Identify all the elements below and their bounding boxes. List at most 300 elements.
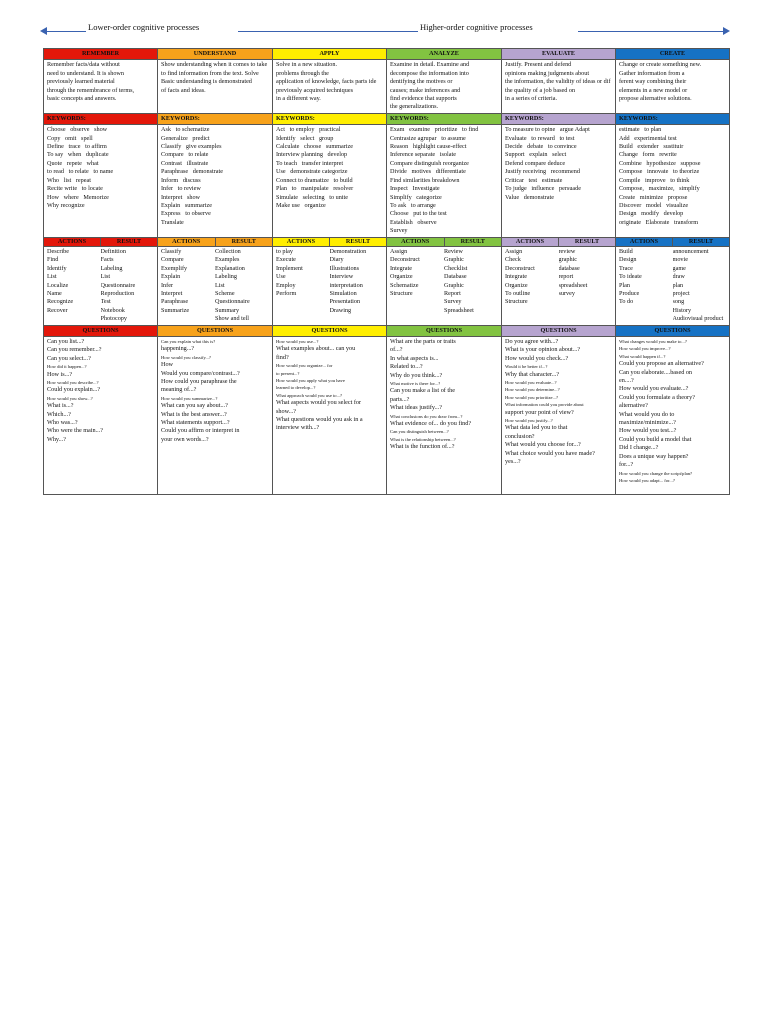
action-item: Schematize: [390, 281, 419, 289]
action-item: Implement: [276, 264, 303, 272]
question-item: Why do you think...?: [390, 371, 443, 379]
actions-list: [161, 248, 215, 324]
result-item: Survey: [444, 298, 462, 306]
arrow-line-left: [46, 31, 86, 32]
result-item: report: [558, 273, 574, 281]
result-label: RESULT: [672, 238, 729, 246]
keyword-line: Contrast illustrate: [161, 159, 209, 167]
keyword-line: Defend compare deduce: [505, 159, 566, 167]
question-item: maximize/minimize...?: [619, 419, 676, 427]
question-item: What would you choose for...?: [505, 441, 581, 449]
keyword-line: To say when duplicate: [47, 151, 109, 159]
result-label: RESULT: [444, 238, 502, 246]
action-item: Exemplify: [161, 264, 188, 272]
actions-label: ACTIONS: [401, 237, 430, 245]
result-item: List: [100, 273, 111, 281]
actions-result-analyze: [387, 246, 502, 325]
question-item: Could you propose an alternative?: [619, 360, 704, 368]
action-item: Classify: [161, 247, 182, 255]
keywords-analyze: [387, 125, 502, 237]
result-item: History: [672, 306, 692, 314]
result-item: Questionnaire: [100, 281, 136, 289]
action-item: Assign: [390, 247, 408, 255]
keyword-line: Criticar test estimate: [505, 176, 563, 184]
keywords-label: KEYWORDS:: [387, 113, 502, 124]
keyword-line: Interpret show: [161, 193, 201, 201]
cognitive-process-arrows: [40, 22, 730, 42]
keyword-line: To judge influence persuade: [505, 185, 582, 193]
question-item: How would you summarize...?: [161, 395, 218, 401]
definition-line: the information, the validity of ideas or dif: [505, 78, 611, 86]
questions-evaluate: [502, 337, 616, 495]
question-item: How would you determine...?: [505, 387, 560, 393]
keyword-line: Choose put to the test: [390, 210, 447, 218]
keyword-line: To measure to opine argue Adapt: [505, 126, 590, 134]
keywords-label: KEYWORDS:: [502, 113, 616, 124]
action-item: Structure: [390, 289, 413, 297]
result-item: Questionnaire: [215, 298, 250, 306]
question-item: What choice would you have made?: [505, 449, 595, 457]
higher-order-label: Higher-order cognitive processes: [420, 22, 533, 32]
question-item: What questions would you ask in a: [276, 416, 363, 424]
lower-order-label: Lower-order cognitive processes: [88, 22, 200, 32]
keyword-line: Express to observe: [161, 210, 211, 218]
result-label: RESULT: [558, 238, 615, 246]
question-item: What statements support...?: [161, 419, 230, 427]
definition-line: need to understand. It is shown: [47, 69, 124, 77]
keyword-line: Establish observe: [390, 218, 437, 226]
definition-line: Change or create something new.: [619, 61, 702, 69]
definition-apply: [273, 60, 387, 113]
keyword-line: Reason highlight cause-effect: [390, 143, 467, 151]
keywords-row: [44, 125, 730, 237]
actions-result-apply: [273, 246, 387, 325]
definition-line: the generalizations.: [390, 103, 439, 111]
definition-line: previously acquired techniques: [276, 86, 353, 94]
keyword-line: Paraphrase demonstrate: [161, 168, 224, 176]
results-list: [101, 248, 155, 324]
question-item: What ideas justify...?: [390, 404, 443, 412]
header-understand: UNDERSTAND: [158, 49, 273, 60]
result-item: Show and tell: [215, 315, 250, 323]
question-item: for...?: [619, 461, 634, 469]
actions-label: ACTIONS: [172, 237, 201, 245]
keywords-label-row: [44, 113, 730, 124]
action-item: Execute: [276, 256, 296, 264]
question-item: Can you remember...?: [47, 346, 102, 354]
questions-label: QUESTIONS: [616, 325, 730, 336]
arrow-right-icon: [723, 27, 730, 35]
result-item: Simulation: [329, 289, 357, 297]
question-item: How would you adapt... for...?: [619, 477, 675, 483]
question-item: en....?: [619, 377, 634, 385]
action-item: Deconstruct: [390, 256, 420, 264]
question-item: interview with...?: [276, 424, 320, 432]
definition-line: Show understanding when it comes to take: [161, 61, 268, 69]
result-item: Checklist: [444, 264, 468, 272]
blooms-taxonomy-table: [43, 48, 730, 495]
result-item: Notebook: [100, 306, 125, 314]
question-item: What aspects would you select for: [276, 399, 362, 407]
action-item: Interpret: [161, 289, 183, 297]
action-item: Describe: [47, 247, 69, 255]
question-item: yes...?: [505, 458, 521, 466]
definition-analyze: [387, 60, 502, 113]
question-item: Who were the main...?: [47, 427, 104, 435]
question-item: Could you build a model that: [619, 435, 692, 443]
definition-create: [616, 60, 730, 113]
keyword-line: Compare to relate: [161, 151, 209, 159]
action-item: Organize: [390, 273, 413, 281]
keyword-line: Support explain select: [505, 151, 567, 159]
question-item: What would happen if...?: [619, 353, 666, 359]
keyword-line: Compose, maximize, simplify: [619, 185, 700, 193]
result-item: database: [558, 264, 580, 272]
question-item: happening...?: [161, 345, 195, 353]
actions-result-header-create: [616, 237, 730, 246]
actions-result-header-apply: [273, 237, 387, 246]
actions-result-create: [616, 246, 730, 325]
question-item: How would you test...?: [619, 427, 677, 435]
definition-line: Gather information from a: [619, 69, 685, 77]
keyword-line: Copy omit spell: [47, 134, 93, 142]
definition-understand: [158, 60, 273, 113]
results-list: [215, 248, 269, 324]
actions-result-header-evaluate: [502, 237, 616, 246]
question-item: Who was...?: [47, 419, 78, 427]
keywords-apply: [273, 125, 387, 237]
actions-label: ACTIONS: [286, 237, 316, 245]
definition-line: Examine in detail. Examine and: [390, 61, 470, 69]
keywords-create: [616, 125, 730, 237]
keyword-line: Why recognize: [47, 201, 85, 209]
actions-result-row: [44, 246, 730, 325]
keyword-line: Compile improve to think: [619, 176, 690, 184]
question-item: How: [161, 361, 174, 369]
question-item: What conclusions do you draw from...?: [390, 413, 463, 419]
action-item: Identify: [47, 264, 67, 272]
keyword-line: Compare distinguish reorganize: [390, 159, 469, 167]
arrow-line-right: [578, 31, 724, 32]
question-item: learned to develop...?: [276, 385, 316, 391]
result-item: spreadsheet: [558, 281, 588, 289]
question-item: What is your opinion about...?: [505, 346, 581, 354]
definition-line: to find information from the text. Solve: [161, 69, 259, 77]
result-item: Examples: [215, 256, 240, 264]
keyword-line: Simulate selecting to unite: [276, 193, 349, 201]
definition-line: the quality of a job based on: [505, 86, 576, 94]
result-item: Audiovisual product: [672, 315, 724, 323]
definition-line: through the remembrance of terms,: [47, 86, 135, 94]
keyword-line: To ask to arrange: [390, 201, 436, 209]
question-item: How would you evaluate...?: [505, 380, 557, 386]
result-item: Illustrations: [329, 264, 360, 272]
keyword-line: Design modify develop: [619, 210, 684, 218]
definition-line: previously learned material: [47, 78, 115, 86]
definition-line: find evidence that supports: [390, 95, 457, 103]
action-item: Perform: [276, 289, 297, 297]
actions-result-header-understand: [158, 237, 273, 246]
result-item: Labeling: [215, 273, 237, 281]
result-item: Drawing: [329, 306, 352, 314]
keyword-line: Inspect Investigate: [390, 185, 440, 193]
action-item: Summarize: [161, 306, 190, 314]
result-item: Demonstration: [329, 247, 367, 255]
keyword-line: Justify receiving recommend: [505, 168, 580, 176]
definition-line: in a different way.: [276, 95, 321, 103]
keyword-line: Evaluate to reward to test: [505, 134, 575, 142]
result-item: Labeling: [100, 264, 123, 272]
keyword-line: Act to employ practical: [276, 126, 341, 134]
action-item: Produce: [619, 289, 640, 297]
actions-result-evaluate: [502, 246, 616, 325]
action-item: List: [47, 273, 57, 281]
question-item: Related to...?: [390, 363, 423, 371]
definition-line: propose alternative solutions.: [619, 95, 692, 103]
question-item: What is the relationship between...?: [390, 436, 456, 442]
question-item: How would you change the script/plan?: [619, 470, 693, 476]
question-item: How did it happen...?: [47, 364, 87, 370]
question-item: How would you prioritize...?: [505, 394, 559, 400]
question-item: Does a unique way happen?: [619, 452, 689, 460]
actions-result-header-analyze: [387, 237, 502, 246]
question-item: How would you evaluate...?: [619, 385, 689, 393]
result-item: Database: [444, 273, 467, 281]
question-item: Would it be better if...?: [505, 364, 548, 370]
action-item: Build: [619, 247, 633, 255]
result-item: Review: [444, 247, 463, 255]
keyword-line: Connect to dramatize to build: [276, 176, 353, 184]
action-item: Explain: [161, 273, 181, 281]
result-item: Summary: [215, 306, 240, 314]
result-item: Test: [100, 298, 111, 306]
action-item: Use: [276, 273, 286, 281]
definition-line: problems through the: [276, 69, 329, 77]
keyword-line: Combine hypothesize suppose: [619, 159, 701, 167]
result-item: Scheme: [215, 289, 235, 297]
question-item: What approach would you use to...?: [276, 392, 343, 398]
result-item: project: [672, 289, 690, 297]
keyword-line: Survey: [390, 227, 408, 235]
actions-label: ACTIONS: [57, 237, 87, 245]
header-analyze: ANALYZE: [387, 49, 502, 60]
keyword-line: Identify select group: [276, 134, 334, 142]
question-item: support your point of view?: [505, 408, 574, 416]
keywords-label: KEYWORDS:: [273, 113, 387, 124]
question-item: What is the function of...?: [390, 443, 455, 451]
actions-result-header-row: [44, 237, 730, 246]
action-item: Name: [47, 289, 62, 297]
question-item: How could you paraphrase the: [161, 378, 237, 386]
question-item: to present...?: [276, 370, 300, 376]
keyword-line: Translate: [161, 218, 184, 226]
question-item: What evidence of... do you find?: [390, 420, 472, 428]
keywords-label: KEYWORDS:: [616, 113, 730, 124]
question-item: meaning of...?: [161, 386, 197, 394]
result-item: Explanation: [215, 264, 245, 272]
question-item: Which...?: [47, 410, 71, 418]
question-item: What is the best answer...?: [161, 410, 227, 418]
header-create: CREATE: [616, 49, 730, 60]
keyword-line: Explain summarize: [161, 201, 213, 209]
action-item: Find: [47, 256, 59, 264]
result-item: Reproduction: [100, 289, 135, 297]
question-item: What can you say about...?: [161, 402, 228, 410]
result-item: Spreadsheet: [444, 306, 474, 314]
result-item: Interview: [329, 273, 354, 281]
question-item: What is...?: [47, 402, 74, 410]
keyword-line: Inform discuss: [161, 176, 201, 184]
keyword-line: originate Elaborate transform: [619, 218, 699, 226]
keywords-understand: [158, 125, 273, 237]
header-row: [44, 49, 730, 60]
question-item: What examples about... can you: [276, 345, 356, 353]
keyword-line: Add experimental test: [619, 134, 677, 142]
result-item: draw: [672, 273, 685, 281]
keyword-line: Build extender sustituir: [619, 143, 684, 151]
actions-list: [276, 248, 330, 315]
keyword-line: Generalize predict: [161, 134, 210, 142]
keywords-label: KEYWORDS:: [158, 113, 273, 124]
result-item: Report: [444, 289, 461, 297]
action-item: to play: [276, 247, 294, 255]
question-item: Why that character...?: [505, 370, 560, 378]
question-item: Could you affirm or interpret in: [161, 427, 240, 435]
action-item: Structure: [505, 298, 528, 306]
keyword-line: To teach transfer interpret: [276, 159, 344, 167]
question-item: Can you select...?: [47, 354, 91, 362]
question-item: What changes would you make to...?: [619, 339, 687, 344]
result-item: Collection: [215, 247, 241, 255]
definition-line: causes; make inferences and: [390, 86, 461, 94]
result-item: Graphic: [444, 256, 464, 264]
keyword-line: Create minimize propose: [619, 193, 688, 201]
action-item: Assign: [505, 247, 523, 255]
result-item: Photocopy: [100, 315, 127, 323]
definition-line: Justify. Present and defend: [505, 61, 572, 69]
keyword-line: Plan to manipulate resolver: [276, 185, 354, 193]
keywords-evaluate: [502, 125, 616, 237]
action-item: To ideate: [619, 273, 642, 281]
question-item: What would you do to: [619, 410, 675, 418]
result-item: announcement: [672, 247, 709, 255]
actions-result-understand: [158, 246, 273, 325]
definition-line: Solve in a new situation.: [276, 61, 338, 69]
question-item: parts...?: [390, 395, 410, 403]
question-item: of...?: [390, 346, 403, 354]
keyword-line: Classify give examples: [161, 143, 222, 151]
result-item: interpretation: [329, 281, 363, 289]
question-item: find?: [276, 353, 289, 361]
definition-line: ferent way combining their: [619, 78, 687, 86]
action-item: Trace: [619, 264, 633, 272]
question-item: Could you explain...?: [47, 386, 101, 394]
result-item: plan: [672, 281, 684, 289]
keywords-label: KEYWORDS:: [44, 113, 158, 124]
actions-label: ACTIONS: [515, 237, 545, 245]
keyword-line: Who list repeat: [47, 176, 91, 184]
question-item: What data led you to that: [505, 424, 568, 432]
questions-label: QUESTIONS: [44, 325, 158, 336]
action-item: Infer: [161, 281, 174, 289]
result-item: Diary: [329, 256, 344, 264]
keyword-line: Interview planning develop: [276, 151, 348, 159]
result-item: Definition: [100, 247, 126, 255]
result-item: game: [672, 264, 686, 272]
definition-remember: [44, 60, 158, 113]
question-item: What are the parts or traits: [390, 338, 456, 345]
question-item: Did I change...?: [619, 444, 659, 452]
result-item: review: [558, 247, 576, 255]
action-item: To do: [619, 298, 634, 306]
definition-row: [44, 60, 730, 113]
question-item: How would you use...?: [276, 339, 319, 344]
header-evaluate: EVALUATE: [502, 49, 616, 60]
actions-result-remember: [44, 246, 158, 325]
result-item: song: [672, 298, 685, 306]
keyword-line: Simplify categorize: [390, 193, 442, 201]
keyword-line: estimate to plan: [619, 126, 662, 134]
keyword-line: Define trace to affirm: [47, 143, 107, 151]
keyword-line: Calculate choose summarize: [276, 143, 353, 151]
questions-label: QUESTIONS: [502, 325, 616, 336]
keyword-line: Recite write to locate: [47, 185, 103, 193]
header-apply: APPLY: [273, 49, 387, 60]
keyword-line: Exam examine prioritize to find: [390, 126, 479, 134]
question-item: your own words...?: [161, 435, 209, 443]
questions-apply: [273, 337, 387, 495]
result-label: RESULT: [100, 238, 157, 246]
keyword-line: Infer to review: [161, 185, 201, 193]
question-item: Can you explain what this is?: [161, 339, 216, 344]
definition-line: basic concepts and answers.: [47, 95, 117, 103]
keyword-line: Change form rewrite: [619, 151, 677, 159]
question-item: Could you formulate a theory?: [619, 393, 695, 401]
keyword-line: Quote repete what: [47, 159, 99, 167]
question-item: How would you organize... for: [276, 363, 333, 369]
results-list: [444, 248, 498, 315]
question-item: How would you describe...?: [47, 380, 99, 386]
keyword-line: to read to relate to name: [47, 168, 114, 176]
keyword-line: Compose innovate to theorize: [619, 168, 700, 176]
keywords-remember: [44, 125, 158, 237]
definition-line: of facts and ideas.: [161, 86, 206, 94]
keyword-line: Discover model visualize: [619, 201, 689, 209]
actions-result-header-remember: [44, 237, 158, 246]
action-item: Employ: [276, 281, 296, 289]
question-item: In what aspects is...: [390, 354, 439, 362]
question-item: Can you distinguish between...?: [390, 429, 449, 435]
header-remember: REMEMBER: [44, 49, 158, 60]
definition-line: Remember facts/data without: [47, 61, 120, 69]
result-label: RESULT: [215, 238, 273, 246]
definition-line: application of knowledge, facts parts ide: [276, 78, 377, 86]
question-item: Would you compare/contrast...?: [161, 369, 240, 377]
question-item: How is...?: [47, 370, 73, 378]
question-item: Do you agree with...?: [505, 338, 559, 345]
action-item: Design: [619, 256, 637, 264]
definition-line: dentifying the motives or: [390, 78, 453, 86]
question-item: How would you classify...?: [161, 354, 211, 360]
results-list: [330, 248, 384, 315]
result-item: Facts: [100, 256, 114, 264]
arrow-line-middle: [238, 31, 418, 32]
question-item: How would you check...?: [505, 354, 569, 362]
definition-line: elements in a new model or: [619, 86, 688, 94]
question-item: show...?: [276, 407, 297, 415]
action-item: Organize: [505, 281, 528, 289]
questions-understand: [158, 337, 273, 495]
